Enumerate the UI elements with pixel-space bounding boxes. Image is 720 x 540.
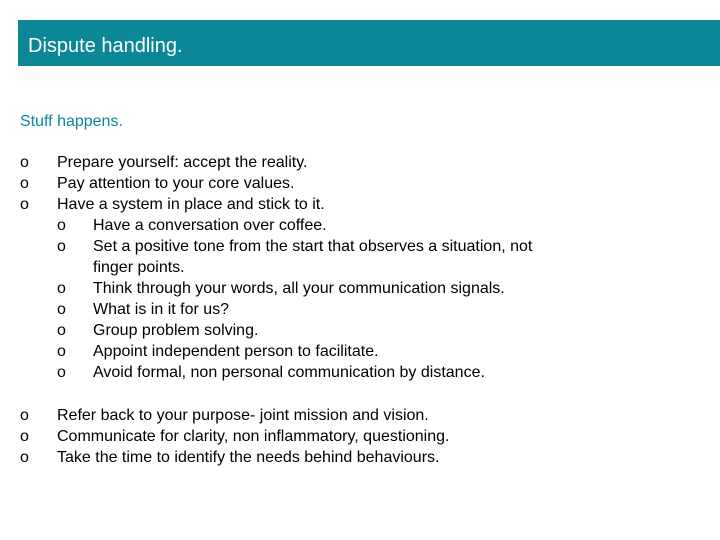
- bullet-text: Communicate for clarity, non inflammatory, questioning.: [57, 428, 450, 445]
- bullet-item: [20, 194, 620, 215]
- bullet-marker: o: [57, 364, 66, 381]
- bullet-item: [20, 152, 620, 173]
- sub-bullet-text: Have a conversation over coffee.: [93, 217, 327, 234]
- bullet-text: Pay attention to your core values.: [57, 175, 295, 192]
- title-bar: [18, 20, 720, 66]
- bullet-marker: o: [57, 217, 66, 234]
- sub-bullet-item: [20, 236, 620, 257]
- sub-bullet-item: [20, 341, 620, 362]
- slide-subtitle: Stuff happens.: [20, 113, 123, 130]
- sub-bullet-text: What is in it for us?: [93, 301, 230, 318]
- sub-bullet-item: [20, 362, 620, 383]
- sub-bullet-item: [20, 320, 620, 341]
- sub-bullet-text: Think through your words, all your communication signals.: [93, 280, 505, 297]
- bullet-marker: o: [20, 196, 29, 213]
- sub-bullet-text: finger points.: [93, 259, 185, 276]
- sub-bullet-text: Avoid formal, non personal communication by distance.: [93, 364, 485, 381]
- bullet-item: [20, 426, 620, 447]
- bullet-marker: o: [20, 449, 29, 466]
- bullet-marker: o: [20, 175, 29, 192]
- sub-bullet-text: Group problem solving.: [93, 322, 259, 339]
- bullet-text: Have a system in place and stick to it.: [57, 196, 325, 213]
- sub-bullet-text: Set a positive tone from the start that observes a situation, not: [93, 238, 533, 255]
- bullet-text: Take the time to identify the needs behind behaviours.: [57, 449, 440, 466]
- bullet-marker: o: [57, 238, 66, 255]
- bullet-text: Prepare yourself: accept the reality.: [57, 154, 308, 171]
- sub-bullet-item: [20, 278, 620, 299]
- bullet-item: [20, 173, 620, 194]
- group-spacer: [20, 383, 620, 405]
- sub-bullet-item: [20, 215, 620, 236]
- bullet-item: [20, 405, 620, 426]
- slide-title: Dispute handling.: [28, 35, 183, 57]
- sub-bullet-continuation: [20, 257, 620, 278]
- sub-bullet-text: Appoint independent person to facilitate.: [93, 343, 379, 360]
- bullet-marker: o: [57, 343, 66, 360]
- bullet-text: Refer back to your purpose- joint mission and vision.: [57, 407, 429, 424]
- bullet-marker: o: [20, 407, 29, 424]
- bullet-marker: o: [20, 154, 29, 171]
- bullet-marker: o: [57, 322, 66, 339]
- bullet-item: [20, 447, 620, 468]
- bullet-list: [20, 152, 620, 468]
- bullet-marker: o: [57, 280, 66, 297]
- sub-bullet-item: [20, 299, 620, 320]
- bullet-marker: o: [57, 301, 66, 318]
- bullet-marker: o: [20, 428, 29, 445]
